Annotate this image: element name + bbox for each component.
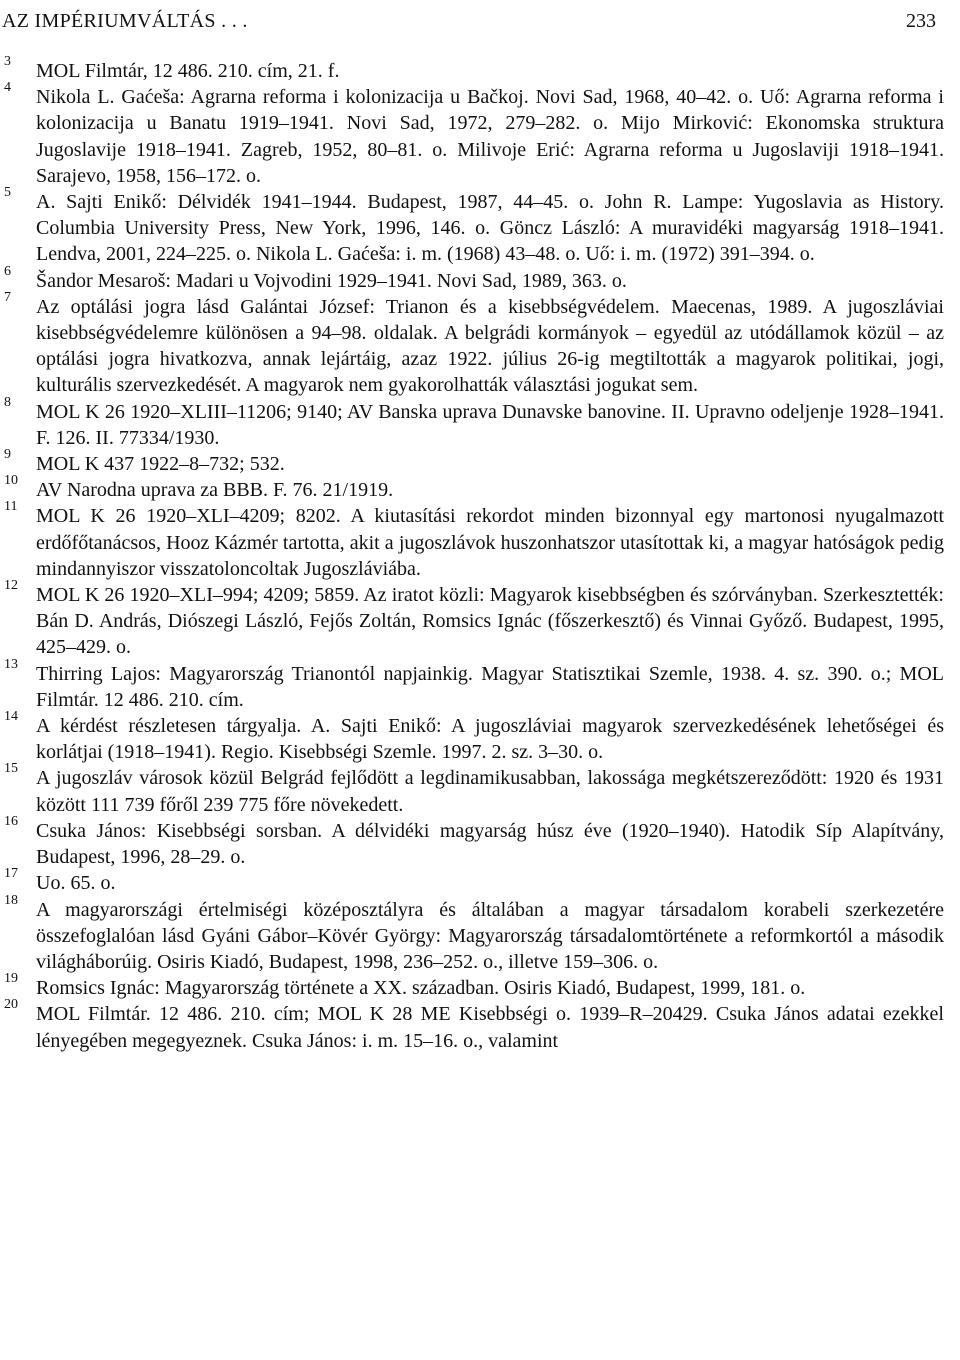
footnote-text: AV Narodna uprava za BBB. F. 76. 21/1919.: [36, 479, 394, 502]
footnote-number: 18: [4, 892, 18, 908]
footnote-text: A jugoszláv városok közül Belgrád fejlődött a legdinamikusabban, lakossága megkétszereződött: 1920 és 1931 között 111 739 főről 239 775 főre növekedett.: [36, 767, 944, 816]
page-number: 233: [906, 10, 936, 32]
footnote-text: MOL Filmtár. 12 486. 210. cím; MOL K 28 ME Kisebbségi o. 1939–R–20429. Csuka János adatai ezekkel lényegében megegyeznek. Csuka János: i. m. 15–16. o., valamint: [36, 1003, 944, 1052]
running-title: AZ IMPÉRIUMVÁLTÁS . . .: [2, 10, 248, 32]
footnote-text: A. Sajti Enikő: Délvidék 1941–1944. Budapest, 1987, 44–45. o. John R. Lampe: Yugoslavia as History. Columbia University Press, New York, 1996, 146. o. Göncz László: A muravidéki magyarság 1918–1941. Lendva, 2001, 224–225. o. Nikola L. Gaćeša: i. m. (1968) 43–48. o. Uő: i. m. (1972) 391–394. o.: [36, 191, 944, 266]
footnote-number: 7: [4, 289, 11, 305]
footnote-number: 19: [4, 971, 18, 987]
footnote: [0, 185, 960, 268]
footnote-number: 11: [4, 499, 18, 515]
footnote-text: MOL K 26 1920–XLI–994; 4209; 5859. Az iratot közli: Magyarok kisebbségben és szórványban. Szerkesztették: Bán D. András, Diószegi László, Fejős Zoltán, Romsics Ignác (főszerkesztő) és Vinnai Győző. Budapest, 1995, 425–429. o.: [36, 584, 944, 659]
footnote: [0, 709, 960, 765]
footnote: [0, 761, 960, 817]
footnote: [0, 997, 960, 1053]
footnote: [0, 447, 960, 477]
footnote-number: 16: [4, 813, 18, 829]
footnote-text: A kérdést részletesen tárgyalja. A. Sajti Enikő: A jugoszláviai magyarok szervezkedésének lehetőségei és korlátjai (1918–1941). Regio. Kisebbségi Szemle. 1997. 2. sz. 3–30. o.: [36, 715, 944, 764]
footnote: [0, 578, 960, 661]
footnote-number: 4: [4, 80, 11, 96]
footnote-number: 9: [4, 447, 11, 463]
footnote-number: 17: [4, 866, 18, 882]
footnote-text: Az optálási jogra lásd Galántai József: Trianon és a kisebbségvédelem. Maecenas, 1989. A jugoszláviai kisebbségvédelemre különösen a 94–98. oldalak. A belgrádi kormányok – egyedül az utódállamok közül – az optálási jogra hivatkozva, annak lejártáig, azaz 1922. július 26-ig megtiltották a magyarok politikai, jogi, kulturális szervezkedését. A magyarok nem gyakorolhatták választási jogukat sem.: [36, 295, 944, 397]
footnote-number: 13: [4, 656, 18, 672]
footnote-number: 6: [4, 263, 11, 279]
footnote: [0, 971, 960, 1001]
footnote-text: MOL K 26 1920–XLI–4209; 8202. A kiutasítási rekordot minden bizonnyal egy martonosi nyugalmazott erdőfőtanácsos, Hooz Kázmér tartotta, akit a jugoszlávok huszonhatszor utasítottak ki, a magyar hatóságok pedig mindannyiszor visszatoloncoltak Jugoszláviába.: [36, 505, 944, 580]
footnote-number: 8: [4, 394, 11, 410]
footnote: [0, 394, 960, 451]
footnote-text: MOL K 26 1920–XLIII–11206; 9140; AV Banska uprava Dunavske banovine. II. Upravno odeljenje 1928–1941. F. 126. II. 77334/1930.: [36, 400, 944, 449]
footnotes-list: [0, 54, 960, 1054]
footnote-number: 10: [4, 473, 18, 489]
footnote: [0, 656, 960, 713]
footnote: [0, 813, 960, 870]
footnote: [0, 263, 960, 294]
footnote-text: A magyarországi értelmiségi középosztályra és általában a magyar társadalom korabeli szerkezetére összefoglalóan lásd Gyáni Gábor–Kövér György: Magyarország társadalomtörténete a reformkortól a második világháborúig. Osiris Kiadó, Budapest, 1998, 236–252. o., illetve 159–306. o.: [36, 898, 944, 973]
footnote: [0, 866, 960, 896]
footnote: [0, 80, 960, 189]
footnote-number: 15: [4, 761, 18, 777]
footnote-text: Uo. 65. o.: [36, 872, 116, 895]
footnote-text: MOL Filmtár, 12 486. 210. cím, 21. f.: [36, 60, 340, 82]
footnote-number: 14: [4, 709, 18, 725]
footnote: [0, 499, 960, 582]
footnote-number: 5: [4, 185, 11, 201]
footnote-number: 20: [4, 997, 18, 1013]
footnote: [0, 54, 960, 84]
footnote-number: 12: [4, 578, 18, 594]
footnote-text: Csuka János: Kisebbségi sorsban. A délvidéki magyarság húsz éve (1920–1940). Hatodik Síp Alapítvány, Budapest, 1996, 28–29. o.: [36, 819, 944, 869]
footnote-text: Thirring Lajos: Magyarország Trianontól napjainkig. Magyar Statisztikai Szemle, 1938. 4. sz. 390. o.; MOL Filmtár. 12 486. 210. cím.: [36, 662, 944, 711]
footnote-text: Nikola L. Gaćeša: Agrarna reforma i kolonizacija u Bačkoj. Novi Sad, 1968, 40–42. o. Uő: Agrarna reforma i kolonizacija u Banatu 1919–1941. Novi Sad, 1972, 279–282. o. Mijo Mirković: Ekonomska struktura Jugoslavije 1918–1941. Zagreb, 1952, 80–81. o. Milivoje Erić: Agrarna reforma u Jugoslaviji 1918–1941. Sarajevo, 1958, 156–172. o.: [36, 86, 944, 187]
footnote: [0, 892, 960, 976]
footnote-number: 3: [4, 54, 11, 69]
footnote: [0, 473, 960, 503]
footnote: [0, 289, 960, 399]
footnote-text: Romsics Ignác: Magyarország története a XX. században. Osiris Kiadó, Budapest, 1999, 181. o.: [36, 977, 806, 1000]
footnote-text: Šandor Mesaroš: Madari u Vojvodini 1929–1941. Novi Sad, 1989, 363. o.: [36, 269, 627, 292]
page-header: [0, 6, 960, 36]
footnote-text: MOL K 437 1922–8–732; 532.: [36, 453, 285, 476]
